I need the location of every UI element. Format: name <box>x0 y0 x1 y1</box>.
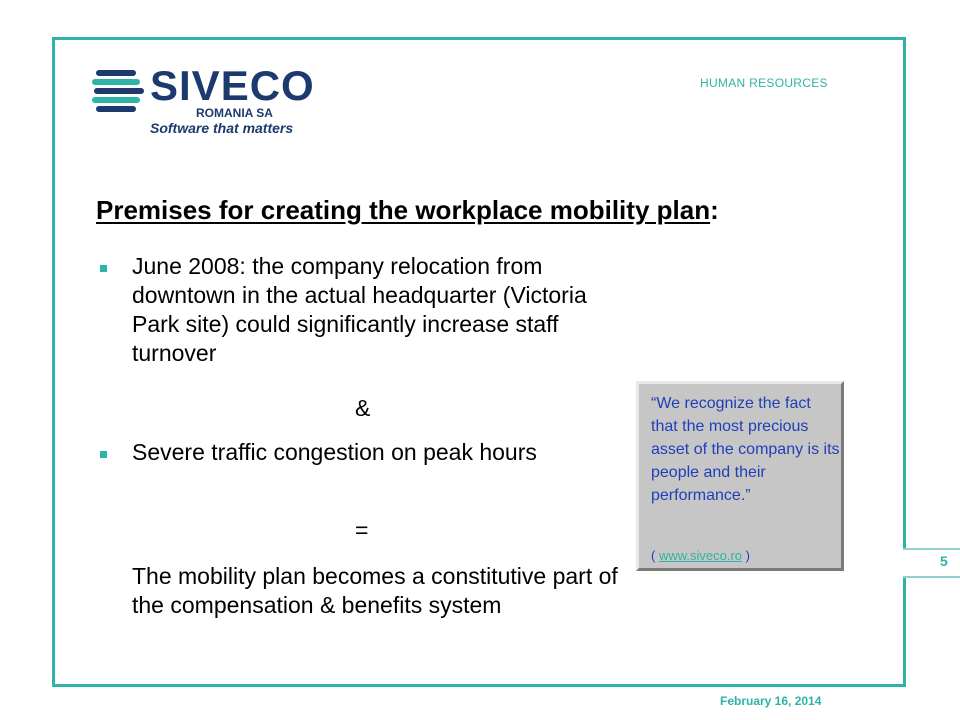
bullet-marker-2 <box>100 451 107 458</box>
logo-name: SIVECO <box>150 62 315 109</box>
slide-date: February 16, 2014 <box>720 694 822 708</box>
logo-subtitle: ROMANIA SA <box>196 106 273 120</box>
slide-title-colon: : <box>710 195 719 225</box>
siveco-logo-icon <box>92 66 146 118</box>
section-label: HUMAN RESOURCES <box>700 76 828 90</box>
bullet-marker-1 <box>100 265 107 272</box>
siveco-logo <box>92 62 315 138</box>
logo-tagline: Software that matters <box>150 120 294 136</box>
page-number: 5 <box>940 553 948 569</box>
slide-title-text: Premises for creating the workplace mobility plan <box>96 195 711 225</box>
website-link[interactable]: www.siveco.ro <box>658 548 743 563</box>
bullet-point-2: Severe traffic congestion on peak hours <box>132 439 537 465</box>
bullet-point-1: June 2008: the company relocation from downtown in the actual headquarter (Victoria Park site) could significantly increase staff turnover <box>132 253 587 366</box>
quote-text: “We recognize the fact that the most precious asset of the company is its people and their performance.” <box>651 395 840 504</box>
quote-box <box>636 381 844 571</box>
connector-equals: = <box>355 517 369 543</box>
conclusion-text: The mobility plan becomes a constitutive part of the compensation & benefits system <box>132 563 618 618</box>
page-number-box <box>903 548 960 578</box>
quote-source <box>651 548 750 563</box>
quote-source-open: ( <box>651 548 659 563</box>
connector-and: & <box>355 395 371 421</box>
slide-title <box>96 195 719 226</box>
quote-source-close: ) <box>742 548 750 563</box>
